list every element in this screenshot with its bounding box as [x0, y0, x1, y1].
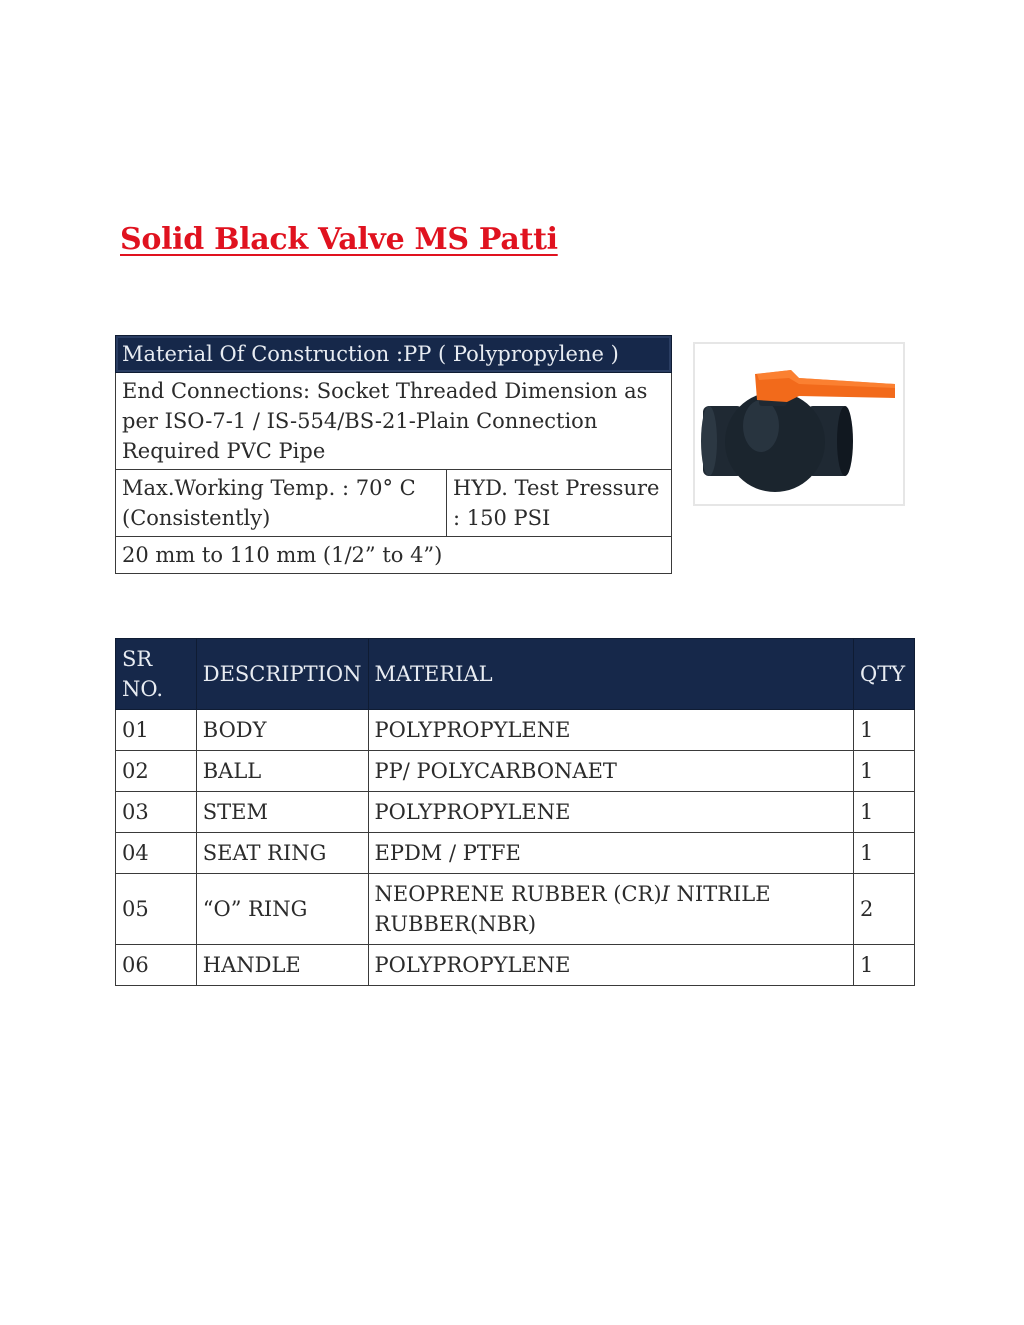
spec-row [116, 373, 672, 470]
material-part2: NITRILE RUBBER(NBR) [374, 882, 771, 936]
header-sr-line2: NO. [122, 677, 164, 701]
parts-header-row [116, 639, 915, 710]
cell-material: POLYPROPYLENE [368, 710, 854, 751]
cell-material: POLYPROPYLENE [368, 792, 854, 833]
material-part1: NEOPRENE RUBBER (CR) [374, 882, 662, 906]
ball-valve-photo [693, 342, 905, 506]
header-description: DESCRIPTION [196, 639, 368, 710]
cell-description: “O” RING [196, 874, 368, 945]
table-row [116, 792, 915, 833]
spec-end-connections: End Connections: Socket Threaded Dimension as per ISO-7-1 / IS-554/BS-21-Plain Connection Required PVC Pipe [116, 373, 672, 470]
header-sr-line1: SR [122, 647, 153, 671]
page-title: Solid Black Valve MS Patti [120, 222, 558, 257]
cell-sr: 03 [116, 792, 197, 833]
cell-description: STEM [196, 792, 368, 833]
table-row [116, 751, 915, 792]
cell-material: EPDM / PTFE [368, 833, 854, 874]
spec-test-pressure: HYD. Test Pressure : 150 PSI [447, 470, 672, 537]
spec-material: Material Of Construction :PP ( Polypropylene ) [116, 336, 672, 373]
table-row [116, 945, 915, 986]
spec-row [116, 537, 672, 574]
cell-sr: 04 [116, 833, 197, 874]
cell-qty: 1 [854, 833, 915, 874]
cell-description: BODY [196, 710, 368, 751]
cell-description: SEAT RING [196, 833, 368, 874]
cell-material: POLYPROPYLENE [368, 945, 854, 986]
table-row [116, 710, 915, 751]
header-qty: QTY [854, 639, 915, 710]
cell-qty: 1 [854, 792, 915, 833]
spec-size-range: 20 mm to 110 mm (1/2” to 4”) [116, 537, 672, 574]
spec-max-temp: Max.Working Temp. : 70° C (Consistently) [116, 470, 447, 537]
cell-sr: 05 [116, 874, 197, 945]
spec-table [115, 335, 672, 574]
cell-sr: 02 [116, 751, 197, 792]
cell-description: BALL [196, 751, 368, 792]
ball-valve-icon [695, 344, 903, 504]
table-row [116, 874, 915, 945]
spec-row [116, 470, 672, 537]
cell-description: HANDLE [196, 945, 368, 986]
cell-sr: 06 [116, 945, 197, 986]
cell-material: PP/ POLYCARBONAET [368, 751, 854, 792]
material-italic: I [661, 882, 670, 906]
cell-qty: 1 [854, 751, 915, 792]
header-material: MATERIAL [368, 639, 854, 710]
parts-table [115, 638, 915, 986]
cell-qty: 1 [854, 710, 915, 751]
header-sr-no [116, 639, 197, 710]
spec-header-row [116, 336, 672, 373]
cell-qty: 1 [854, 945, 915, 986]
cell-sr: 01 [116, 710, 197, 751]
cell-material [368, 874, 854, 945]
table-row [116, 833, 915, 874]
cell-qty: 2 [854, 874, 915, 945]
